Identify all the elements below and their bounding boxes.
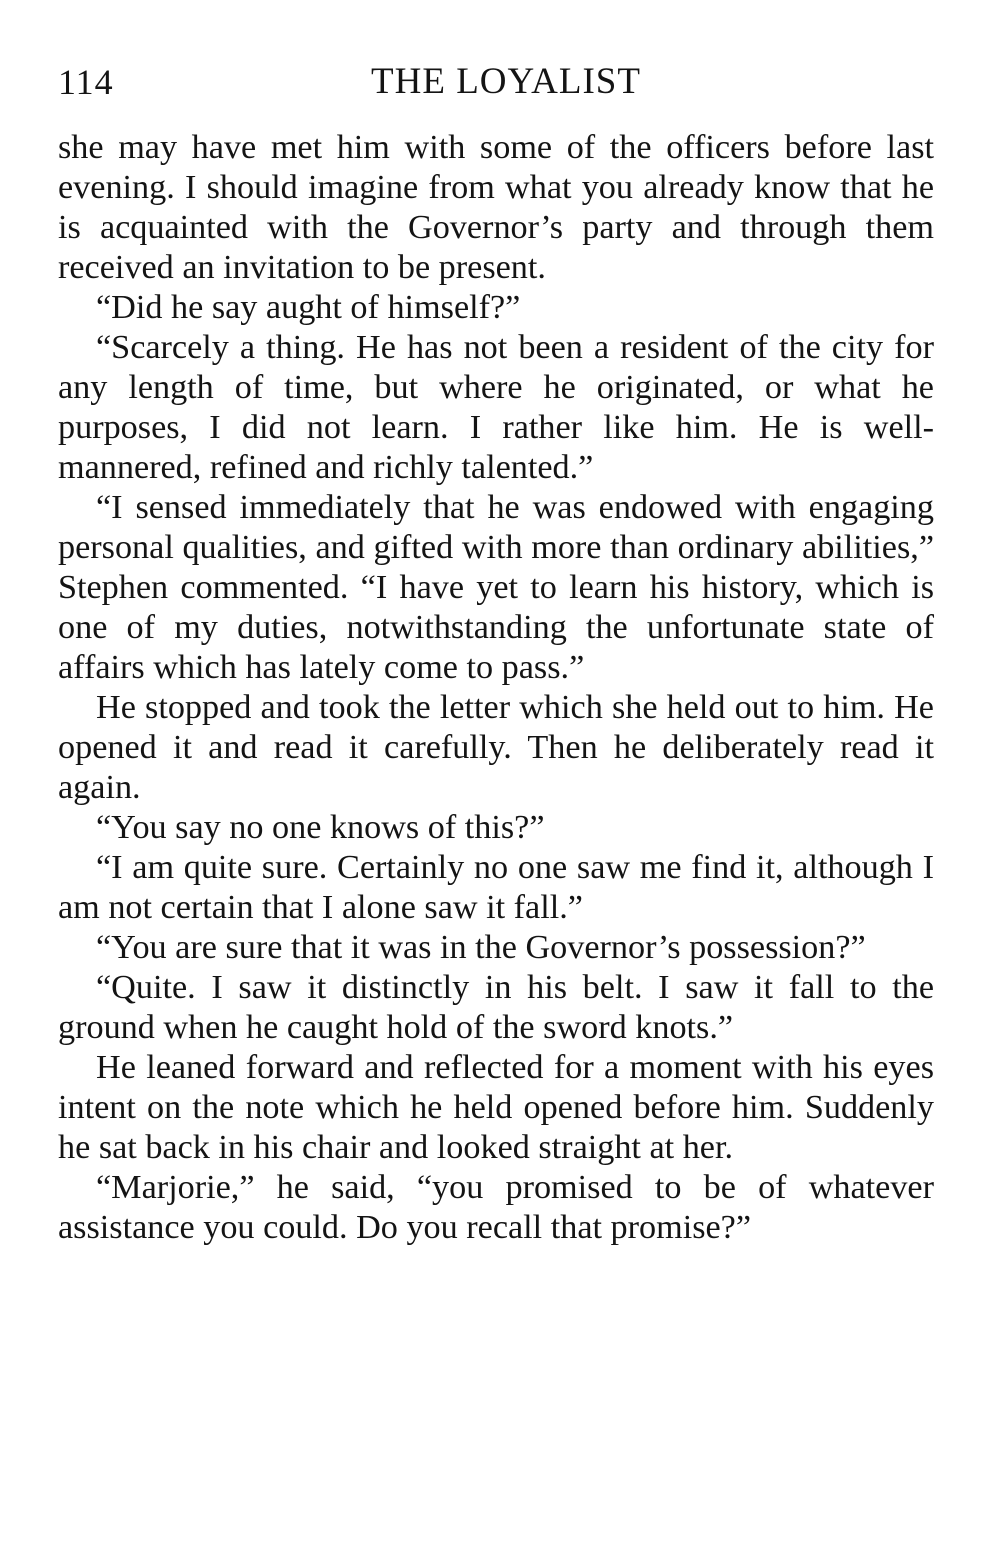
paragraph: “I am quite sure. Certainly no one saw me find it, although I am not certain that I alone saw it fall.” — [58, 849, 934, 926]
running-head — [58, 62, 934, 102]
paragraph: “Scarcely a thing. He has not been a resident of the city for any length of time, but where he originated, or what he purposes, I did not learn. I rather like him. He is well-mannered, refined and richly talented.” — [58, 329, 934, 486]
body-text — [58, 128, 934, 1248]
paragraph: “Marjorie,” he said, “you promised to be of whatever assistance you could. Do you recall that promise?” — [58, 1169, 934, 1246]
paragraph: she may have met him with some of the officers before last evening. I should imagine from what you already know that he is acquainted with the Governor’s party and through them received an invitation to be present. — [58, 129, 934, 286]
paragraph: “Quite. I saw it distinctly in his belt. I saw it fall to the ground when he caught hold of the sword knots.” — [58, 969, 934, 1046]
paragraph: “You are sure that it was in the Governor’s possession?” — [96, 929, 866, 966]
paragraph: He stopped and took the letter which she held out to him. He opened it and read it carefully. Then he deliberately read it again. — [58, 689, 934, 806]
paragraph: “Did he say aught of himself?” — [96, 289, 521, 326]
page-number: 114 — [58, 62, 114, 102]
running-title: THE LOYALIST — [371, 61, 641, 102]
paragraph: “I sensed immediately that he was endowed with engaging personal qualities, and gifted with more than ordinary abilities,” Stephen commented. “I have yet to learn his history, which is one of my duties, notwithstanding the unfortunate state of affairs which has lately come to pass.” — [58, 489, 934, 686]
paragraph: He leaned forward and reflected for a moment with his eyes intent on the note which he held opened before him. Suddenly he sat back in his chair and looked straight at her. — [58, 1049, 934, 1166]
paragraph: “You say no one knows of this?” — [96, 809, 545, 846]
